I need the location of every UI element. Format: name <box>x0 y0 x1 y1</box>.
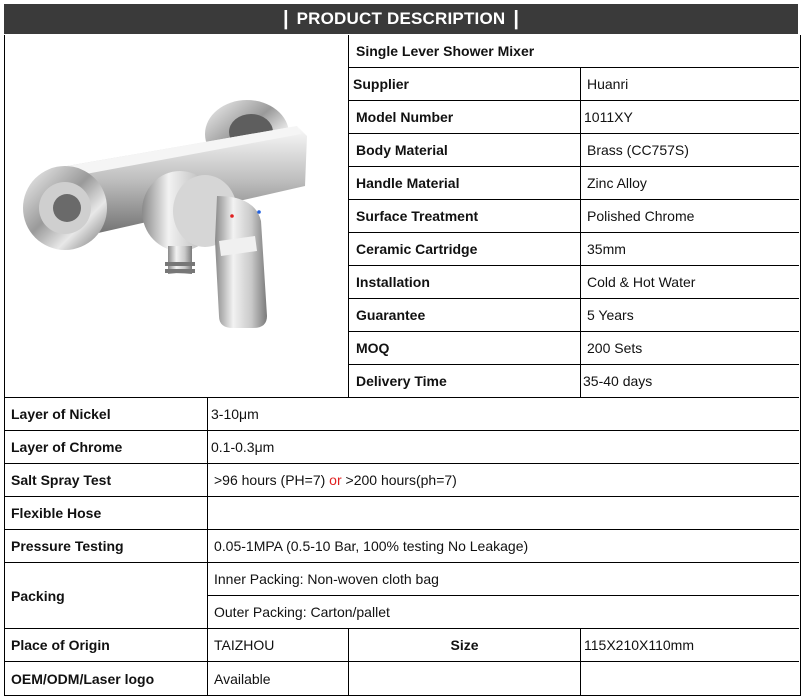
value-size: 115X210X110mm <box>584 637 694 653</box>
label-packing: Packing <box>11 587 65 604</box>
spec-value-delivery-time: 35-40 days <box>583 373 653 389</box>
spec-label-ceramic-cartridge: Ceramic Cartridge <box>356 241 478 257</box>
spec-label-installation: Installation <box>356 274 430 290</box>
label-salt-spray-test: Salt Spray Test <box>11 472 112 488</box>
value-place-of-origin: TAIZHOU <box>214 637 275 653</box>
label-place-of-origin: Place of Origin <box>11 637 110 653</box>
page-header <box>4 4 798 34</box>
label-flexible-hose: Flexible Hose <box>11 505 102 521</box>
label-layer-of-chrome: Layer of Chrome <box>11 439 123 455</box>
value-salt-spray-test <box>214 464 457 496</box>
value-pressure-testing: 0.05-1MPA (0.5-10 Bar, 100% testing No Leakage) <box>214 538 529 554</box>
spec-value-supplier: Huanri <box>587 76 629 92</box>
shower-mixer-faucet-image <box>5 36 347 396</box>
spec-value-installation: Cold & Hot Water <box>587 274 696 290</box>
label-pressure-testing: Pressure Testing <box>11 538 124 554</box>
label-size: Size <box>450 637 479 653</box>
spec-label-surface-treatment: Surface Treatment <box>356 208 479 224</box>
label-layer-of-nickel: Layer of Nickel <box>11 406 111 422</box>
spec-label-guarantee: Guarantee <box>356 307 426 323</box>
header-bar-left: | <box>283 7 289 30</box>
spec-label-model-number: Model Number <box>356 109 454 125</box>
value-oem-odm-laser-logo: Available <box>214 670 271 687</box>
spec-value-handle-material: Zinc Alloy <box>587 175 647 191</box>
value-inner-packing: Inner Packing: Non-woven cloth bag <box>214 571 439 587</box>
spec-label-handle-material: Handle Material <box>356 175 460 191</box>
value-layer-of-chrome: 0.1-0.3μm <box>211 439 275 455</box>
label-oem-odm-laser-logo: OEM/ODM/Laser logo <box>11 670 155 687</box>
spec-value-ceramic-cartridge: 35mm <box>587 241 626 257</box>
faucet-drawing <box>5 36 347 396</box>
spec-value-surface-treatment: Polished Chrome <box>587 208 695 224</box>
salt-spray-or: or <box>329 472 342 488</box>
spec-value-body-material: Brass (CC757S) <box>587 142 689 158</box>
page-title: PRODUCT DESCRIPTION <box>296 9 506 28</box>
spec-value-moq: 200 Sets <box>587 340 643 356</box>
salt-spray-value-b: >200 hours(ph=7) <box>341 472 457 488</box>
spec-value-guarantee: 5 Years <box>587 307 634 323</box>
header-bar-right: | <box>513 7 519 30</box>
spec-value-model-number: 1011XY <box>584 109 633 125</box>
value-layer-of-nickel: 3-10μm <box>211 406 259 422</box>
salt-spray-value-a: >96 hours (PH=7) <box>214 472 330 488</box>
product-name: Single Lever Shower Mixer <box>356 43 535 59</box>
spec-label-moq: MOQ <box>356 340 390 356</box>
value-outer-packing: Outer Packing: Carton/pallet <box>214 604 390 620</box>
spec-label-delivery-time: Delivery Time <box>356 373 447 389</box>
spec-label-body-material: Body Material <box>356 142 448 158</box>
spec-label-supplier: Supplier <box>353 76 410 92</box>
